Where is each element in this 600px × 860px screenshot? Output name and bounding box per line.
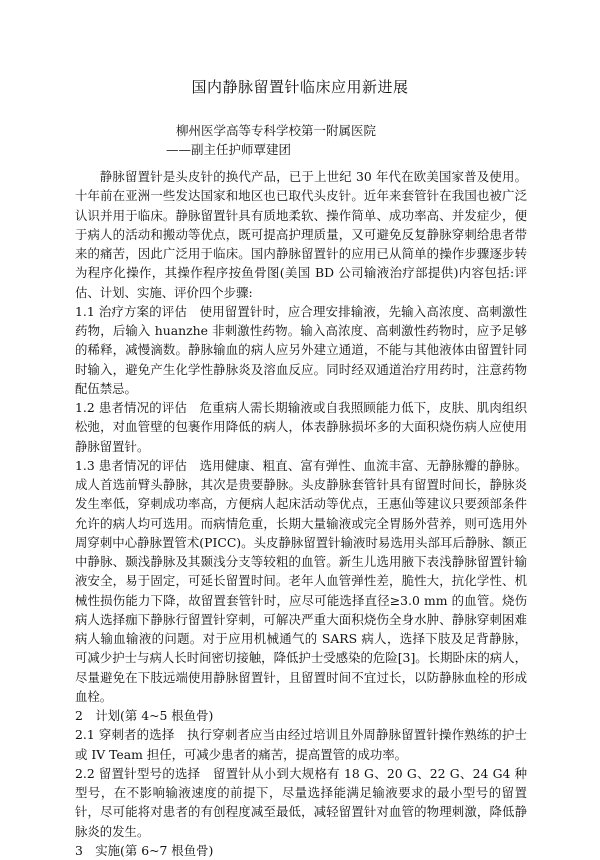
author-affiliation xyxy=(166,121,376,159)
intro-paragraph: 静脉留置针是头皮针的换代产品，已于上世纪 30 年代在欧美国家普及使用。十年前在亚洲一些发达国家和地区也已取代头皮针。近年来套管针在我国也被广泛认识并用于临床。静脉留置针具有质地柔软、操作简单、成功率高、并发症少，便于病人的活动和搬动等优点，既可提高护理质量，又可避免反复静脉穿刺给患者带来的痛苦，因此广泛用于临床。国内静脉留置针的应用已从简单的操作步骤逐步转为程序化操作，其操作程序按鱼骨图(美国 BD 公司输液治疗部提供)内容包括:评估、计划、实施、评价四个步骤: xyxy=(75,169,527,300)
section-2-1: 2.1 穿刺者的选择 执行穿刺者应当由经过培训且外周静脉留置针操作熟练的护士或 IV Team 担任，可减少患者的痛苦，提高置管的成功率。 xyxy=(75,727,527,762)
institution-name: 柳州医学高等专科学校第一附属医院 xyxy=(176,123,377,138)
author-name: ——副主任护师覃建团 xyxy=(166,142,292,157)
document-body xyxy=(75,167,527,860)
section-3-heading: 3 实施(第 6~7 根鱼骨) xyxy=(75,842,214,858)
section-2-heading: 2 计划(第 4~5 根鱼骨) xyxy=(75,708,214,723)
section-1-2: 1.2 患者情况的评估 危重病人需长期输液或自我照顾能力低下，皮肤、肌肉组织松弛，对血管壁的包裹作用降低的病人，体表静脉损坏多的大面积烧伤病人应使用静脉留置针。 xyxy=(75,400,527,454)
document-title: 国内静脉留置针临床应用新进展 xyxy=(191,78,409,96)
section-1-3: 1.3 患者情况的评估 选用健康、粗直、富有弹性、血流丰富、无静脉瓣的静脉。成人首选前臂头静脉，其次是贵要静脉。头皮静脉套管针具有留置时间长，静脉炎发生率低，穿刺成功率高，方便病人起床活动等优点，王惠仙等建议只要颈部条件允许的病人均可选用。而病情危重，长期大量输液或完全胃肠外营养，则可选用外周穿刺中心静脉置管术(PICC)。头皮静脉留置针输液时易选用头部耳后静脉、额正中静脉、颞浅静脉及其颞浅分支等较粗的血管。新生儿选用腋下表浅静脉留置针输液安全，易于固定，可延长留置时间。老年人血管弹性差，脆性大，抗化学性、机械性损伤能力下降，故留置套管针时，应尽可能选择直径≥3.0 mm 的血管。烧伤病人选择痂下静脉行留置针穿刺，可解决严重大面积烧伤全身水肿、静脉穿刺困难病人输血输液的问题。对于应用机械通气的 SARS 病人，选择下肢及足背静脉，可减少护士与病人长时间密切接触，降低护士受感染的危险[3]。长期卧床的病人，尽量避免在下肢远端使用静脉留置针，且留置时间不宜过长，以防静脉血栓的形成血栓。 xyxy=(75,457,527,704)
section-2-2: 2.2 留置针型号的选择 留置针从小到大规格有 18 G、20 G、22 G、24 G4 种型号，在不影响输液速度的前提下，尽量选择能满足输液要求的最小型号的留置针，尽可能将对患者的有创程度减至最低，减轻留置针对血管的物理刺激，降低静脉炎的发生。 xyxy=(75,765,527,839)
section-1-1: 1.1 治疗方案的评估 使用留置针时，应合理安排输液，先输入高浓度、高刺激性药物，后输入 huanzhe 非刺激性药物。输入高浓度、高刺激性药物时，应予足够的稀释，减慢滴数。静脉输血的病人应另外建立通道，不能与其他液体由留置针同时输入，避免产生化学性静脉炎及溶血反应。同时经双通道治疗用药时，注意药物配伍禁忌。 xyxy=(75,303,527,396)
